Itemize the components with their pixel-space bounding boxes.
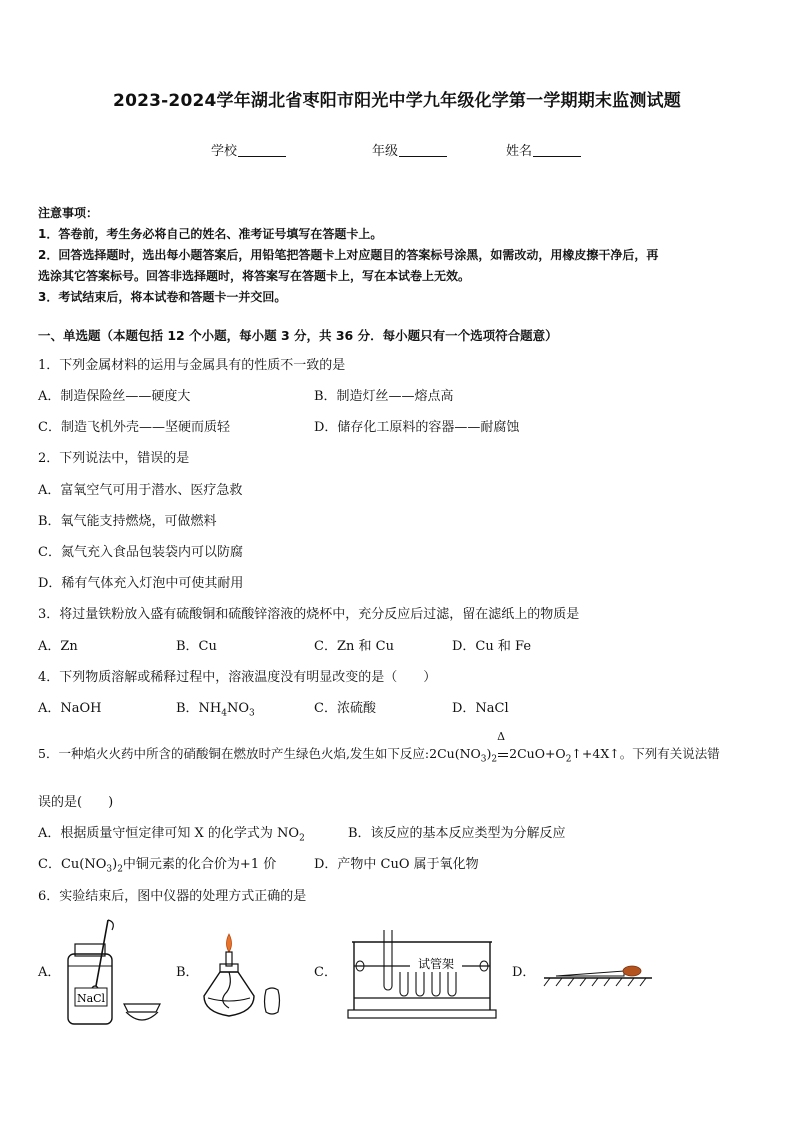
q6-option-c[interactable]: C． [314, 965, 337, 980]
q6-option-d[interactable]: D． [512, 965, 536, 980]
notice-item: 选涂其它答案标号。回答非选择题时，将答案写在答题卡上，写在本试卷上无效。 [38, 269, 471, 283]
q5-c-text: C．Cu(NO [38, 857, 107, 872]
q5-c-text: ) [112, 857, 118, 872]
q5-sub: 3 [480, 754, 487, 765]
question-1-stem: 1．下列金属材料的运用与金属具有的性质不一致的是 [38, 358, 346, 373]
q3-option-a[interactable]: A．Zn [38, 639, 78, 654]
alcohol-lamp-figure [196, 930, 296, 1025]
q6-option-b[interactable]: B． [176, 965, 199, 980]
name-label: 姓名 [506, 144, 533, 159]
q6-option-a[interactable]: A． [38, 965, 61, 980]
q5-stem-text: 2CuO+O [509, 746, 566, 761]
q5-c-sub: 3 [106, 864, 113, 875]
question-4-stem: 4．下列物质溶解或稀释过程中，溶液温度没有明显改变的是（ ） [38, 670, 437, 685]
notice-item: 3．考试结束后，将本试卷和答题卡一并交回。 [38, 290, 287, 304]
test-tube-rack-figure [340, 928, 500, 1023]
notice-item: 2．回答选择题时，选出每小题答案后，用铅笔把答题卡上对应题目的答案标号涂黑，如需改动，用橡皮擦干净后，再 [38, 248, 659, 262]
q4-option-b[interactable] [176, 697, 255, 719]
q3-option-d[interactable]: D．Cu 和 Fe [452, 639, 532, 654]
q5-stem-text: ↑+4X↑。下列有关说法错 [571, 746, 720, 761]
question-5-stem [38, 730, 720, 765]
dropper-figure [540, 960, 660, 990]
name-blank[interactable] [533, 142, 581, 157]
notice-heading: 注意事项： [38, 206, 99, 220]
q5-sub: 2 [565, 754, 572, 765]
q5-stem-text: 5．一种焰火火药中所含的硝酸铜在燃放时产生绿色火焰,发生如下反应:2Cu(NO [38, 746, 481, 761]
q2-option-b[interactable]: B．氧气能支持燃烧，可做燃料 [38, 514, 217, 529]
question-3-stem: 3．将过量铁粉放入盛有硫酸铜和硫酸锌溶液的烧杯中，充分反应后过滤，留在滤纸上的物质是 [38, 607, 580, 622]
q5-c-sub: 2 [117, 864, 123, 875]
q1-option-c[interactable]: C．制造飞机外壳——坚硬而质轻 [38, 420, 230, 435]
q2-option-d[interactable]: D．稀有气体充入灯泡中可使其耐用 [38, 576, 244, 591]
grade-label: 年级 [372, 144, 399, 159]
notice-item: 1．答卷前，考生务必将自己的姓名、准考证号填写在答题卡上。 [38, 227, 383, 241]
section-heading: 一、单选题（本题包括 12 个小题，每小题 3 分，共 36 分．每小题只有一个选项符合题意） [38, 328, 558, 343]
q3-option-c[interactable]: C．Zn 和 Cu [314, 639, 394, 654]
q5-a-sub: 2 [299, 833, 305, 844]
q2-option-a[interactable]: A．富氧空气可用于潜水、医疗急救 [38, 483, 243, 498]
heat-symbol: Δ [497, 730, 506, 743]
q5-c-text: 中铜元素的化合价为+1 价 [122, 857, 277, 872]
school-field[interactable] [211, 140, 286, 159]
q4-option-c[interactable]: C．浓硫酸 [314, 701, 376, 716]
rack-label: 试管架 [417, 957, 455, 971]
reaction-condition [497, 730, 509, 761]
q2-option-c[interactable]: C．氮气充入食品包装袋内可以防腐 [38, 545, 243, 560]
school-blank[interactable] [238, 142, 286, 157]
notice-block [38, 203, 760, 308]
q1-option-b[interactable]: B．制造灯丝——熔点高 [314, 389, 454, 404]
q4-b-sub: 3 [249, 708, 255, 719]
nacl-label: NaCl [76, 992, 106, 1005]
question-2-stem: 2．下列说法中，错误的是 [38, 451, 190, 466]
q5-a-text: A．根据质量守恒定律可知 X 的化学式为 NO [38, 826, 300, 841]
grade-field[interactable] [372, 140, 447, 159]
q5-stem-text: ) [486, 746, 492, 761]
q1-option-a[interactable]: A．制造保险丝——硬度大 [38, 389, 191, 404]
q5-sub: 2 [491, 754, 498, 765]
school-label: 学校 [211, 144, 238, 159]
q4-b-text: NO [227, 701, 250, 716]
name-field[interactable] [506, 140, 581, 159]
page-title: 2023-2024学年湖北省枣阳市阳光中学九年级化学第一学期期末监测试题 [113, 91, 681, 111]
q4-b-text: B．NH [176, 701, 222, 716]
q4-option-d[interactable]: D．NaCl [452, 701, 509, 716]
grade-blank[interactable] [399, 142, 447, 157]
question-5-stem-cont: 误的是( ) [38, 795, 114, 810]
question-6-stem: 6．实验结束后，图中仪器的处理方式正确的是 [38, 889, 307, 904]
q5-option-c[interactable] [38, 853, 276, 875]
q3-option-b[interactable]: B．Cu [176, 639, 217, 654]
q5-option-a[interactable] [38, 822, 305, 844]
q1-option-d[interactable]: D．储存化工原料的容器——耐腐蚀 [314, 420, 520, 435]
q5-option-d[interactable]: D．产物中 CuO 属于氧化物 [314, 857, 479, 872]
q5-option-b[interactable]: B．该反应的基本反应类型为分解反应 [348, 826, 566, 841]
q4-option-a[interactable]: A．NaOH [38, 701, 102, 716]
q4-b-sub: 4 [221, 708, 227, 719]
reagent-bottle-figure [60, 916, 170, 1028]
